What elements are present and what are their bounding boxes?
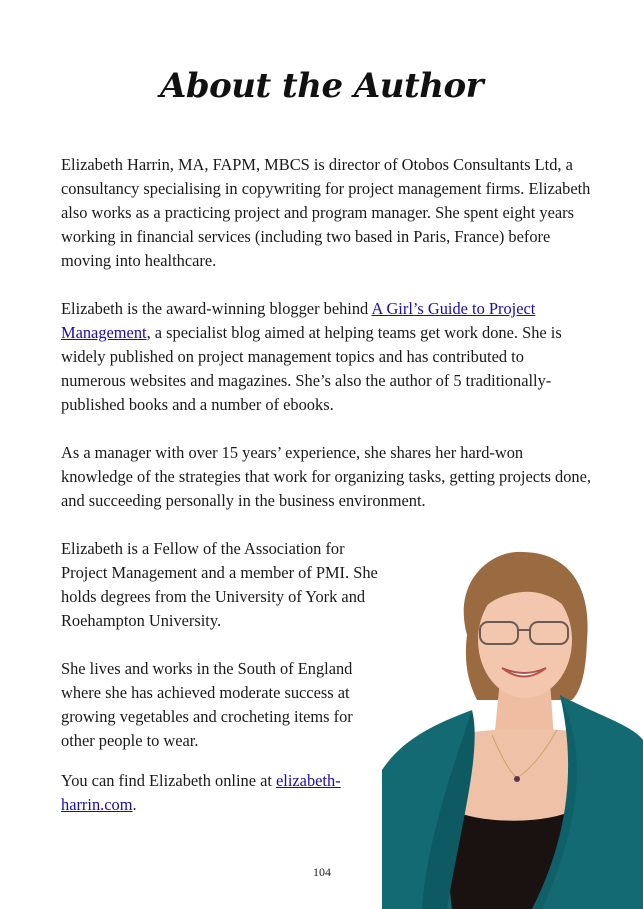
bio-paragraph-6: [61, 769, 361, 817]
bio-paragraph-5: She lives and works in the South of England where she has achieved moderate success at growing vegetables and crocheting items for other people to wear.: [61, 659, 353, 750]
blog-link[interactable]: A Girl’s Guide to Project Management: [61, 299, 536, 342]
paragraph-text: , a specialist blog aimed at helping teams get work done. She is widely published on project management topics and has contributed to numerous websites and magazines. She’s also the author of 5 traditionally-published books and a number of ebooks.: [61, 323, 562, 414]
pendant: [514, 776, 520, 782]
author-photo: [382, 540, 643, 909]
bio-paragraph-2: [61, 297, 591, 417]
bio-paragraph-4: Elizabeth is a Fellow of the Association for Project Management and a member of PMI. She holds degrees from the University of York and Roehampton University.: [61, 539, 378, 630]
page-number: 104: [313, 865, 331, 879]
bio-paragraph-3: As a manager with over 15 years’ experience, she shares her hard-won knowledge of the strategies that work for organizing tasks, getting projects done, and succeeding personally in the business environment.: [61, 443, 591, 510]
website-link[interactable]: elizabeth-harrin.com: [61, 771, 341, 814]
paragraph-text: .: [132, 795, 137, 814]
paragraph-text: Elizabeth is the award-winning blogger behind: [61, 299, 372, 318]
paragraph-text: You can find Elizabeth online at: [61, 771, 277, 790]
page-title: About the Author: [159, 66, 484, 106]
bio-paragraph-1: Elizabeth Harrin, MA, FAPM, MBCS is director of Otobos Consultants Ltd, a consultancy specialising in copywriting for project management firms. Elizabeth also works as a practicing project and program manager. She spent eight years working in financial services (including two based in Paris, France) before moving into healthcare.: [61, 155, 591, 270]
